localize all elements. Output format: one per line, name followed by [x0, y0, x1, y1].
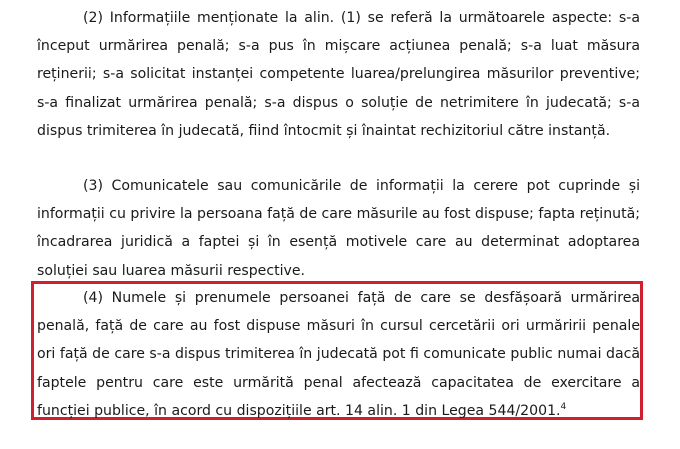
- paragraph-4: [37, 284, 640, 425]
- footnote-marker[interactable]: 4: [560, 401, 567, 412]
- paragraph-4-text: (4) Numele și prenumele persoanei față de care se desfășoară urmărirea penală, față de care au fost dispuse măsuri în cursul cercetării ori urmăririi penale ori față de care s-a dispus trimiterea în judecată pot fi comunicate public numai dacă faptele pentru care este urmărită penal afectează capacitatea de exercitare a funcției publice, în acord cu dispozițiile art. 14 alin. 1 din Legea 544/2001.: [37, 290, 640, 419]
- paragraph-3-text: (3) Comunicatele sau comunicările de informații la cerere pot cuprinde și informații cu privire la persoana față de care măsurile au fost dispuse; fapta reținută; încadrarea juridică a faptei și în esență motivele care au determinat adoptarea soluției sau luarea măsurii respective.: [37, 178, 640, 279]
- paragraph-3: [37, 172, 640, 285]
- paragraph-2-text: (2) Informațiile menționate la alin. (1) se referă la următoarele aspecte: s-a început urmărirea penală; s-a pus în mișcare acțiunea penală; s-a luat măsura reținerii; s-a solicitat instanței competente luarea/prelungirea măsurilor preventive; s-a finalizat urmărirea penală; s-a dispus o soluție de netrimitere în judecată; s-a dispus trimiterea în judecată, fiind întocmit și înaintat rechizitoriul către instanță.: [37, 10, 640, 139]
- paragraph-2: [37, 4, 640, 145]
